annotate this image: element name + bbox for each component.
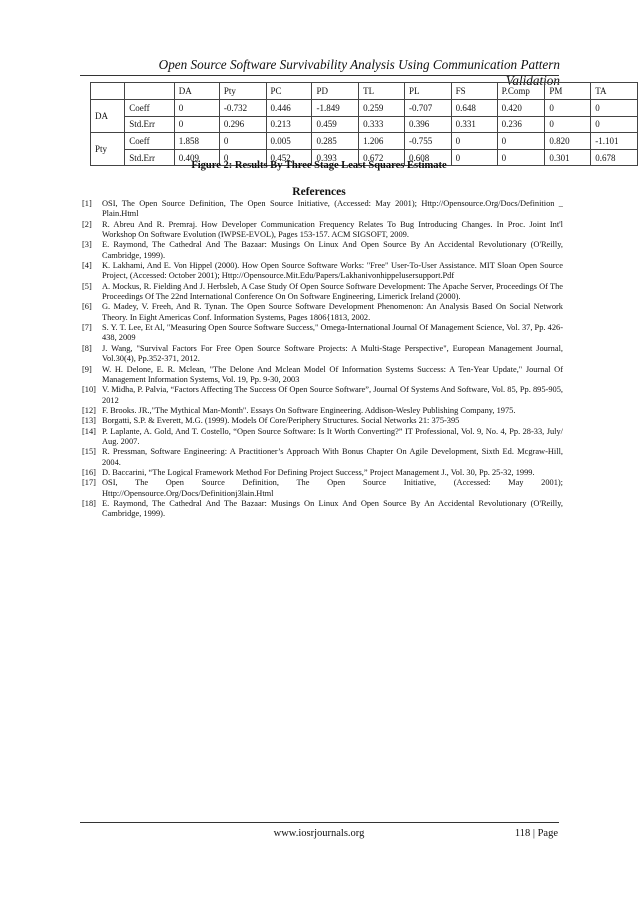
table-cell: 0.678 xyxy=(591,149,638,166)
reference-item xyxy=(82,427,563,448)
reference-item xyxy=(82,478,563,499)
table-cell: 0 xyxy=(174,100,219,117)
table-cell: 1.206 xyxy=(359,133,405,150)
table-row xyxy=(91,100,638,117)
table-header-row xyxy=(91,83,638,100)
column-header: Pty xyxy=(219,83,266,100)
table-cell: 0 xyxy=(591,100,638,117)
column-header: PD xyxy=(312,83,359,100)
reference-item xyxy=(82,365,563,386)
reference-text: K. Lakhami, And E. Von Hippel (2000). How Open Source Software Works: "Free" User-To-User Assistance. MIT Sloan Open Source Project, (Accessed: October 2001); Http://Opensource.Mit.Edu/Papers/Lakhanivonhippelusersupport.Pdf xyxy=(102,261,563,281)
table-cell: 0.672 xyxy=(359,149,405,166)
reference-item xyxy=(82,344,563,365)
footer-url: www.iosrjournals.org xyxy=(273,828,365,839)
column-header: DA xyxy=(174,83,219,100)
reference-item xyxy=(82,199,563,220)
table-cell: 0.296 xyxy=(219,116,266,133)
reference-number: [14] xyxy=(82,426,96,436)
reference-number: [18] xyxy=(82,498,96,508)
table-cell: 0 xyxy=(451,133,497,150)
reference-number: [16] xyxy=(82,467,96,477)
reference-text: D. Baccarini, “The Logical Framework Method For Defining Project Success,” Project Management J., Vol. 30, Pp. 25-32, 1999. xyxy=(102,467,535,477)
reference-item xyxy=(82,406,563,416)
reference-number: [1] xyxy=(82,199,92,208)
table-cell: 0 xyxy=(497,133,545,150)
reference-number: [6] xyxy=(82,302,92,312)
reference-number: [4] xyxy=(82,261,92,271)
row-stat-label: Std.Err xyxy=(125,149,175,166)
table-cell: 0.396 xyxy=(405,116,452,133)
results-table-body xyxy=(91,83,638,166)
table-corner-cell xyxy=(91,83,125,100)
table-cell: 0 xyxy=(545,100,591,117)
column-header: PM xyxy=(545,83,591,100)
reference-item xyxy=(82,447,563,468)
reference-item xyxy=(82,261,563,282)
reference-number: [3] xyxy=(82,240,92,250)
table-cell: 0.301 xyxy=(545,149,591,166)
reference-number: [2] xyxy=(82,219,92,229)
table-cell: 0 xyxy=(174,116,219,133)
reference-item xyxy=(82,468,563,478)
footer-rule xyxy=(80,822,559,823)
reference-text: Borgatti, S.P. & Everett, M.G. (1999). Models Of Core/Periphery Structures. Social Networks 21: 375-395 xyxy=(102,416,460,426)
table-cell: 0.452 xyxy=(266,149,312,166)
reference-text: A. Mockus, R. Fielding And J. Herbsleb, A Case Study Of Open Source Software Development: The Apache Server, Proceedings Of The Proceedings Of The 22nd International Conference On On Software Engineering, Limerick Ireland (2000). xyxy=(102,281,563,302)
reference-text: R. Pressman, Software Engineering: A Practitioner’s Approach With Bonus Chapter On Agile Development, Sixth Ed. Mcgraw-Hill, 2004. xyxy=(102,447,563,467)
reference-number: [7] xyxy=(82,323,92,333)
reference-text: S. Y. T. Lee, Et Al, "Measuring Open Source Software Success," Omega-International Journal Of Management Science, Vol. 37, Pp. 426-438, 2009 xyxy=(102,323,563,343)
table-corner-cell xyxy=(125,83,175,100)
table-cell: -0.755 xyxy=(405,133,452,150)
table-row xyxy=(91,116,638,133)
table-cell: 0.608 xyxy=(405,149,452,166)
table-cell: 0.820 xyxy=(545,133,591,150)
reference-text: E. Raymond, The Cathedral And The Bazaar: Musings On Linux And Open Source By An Accidental Revolutionary (O'Reilly, Cambridge, 1999). xyxy=(102,240,563,260)
table-cell: 0.393 xyxy=(312,149,359,166)
reference-item xyxy=(82,323,563,344)
table-cell: 0 xyxy=(497,149,545,166)
reference-item xyxy=(82,416,563,426)
table-cell: 0.331 xyxy=(451,116,497,133)
reference-text: OSI, The Open Source Definition, The Open Source Initiative, (Accessed: May 2001); Http://Opensource.Org/Docs/Definition _ Plain.Html xyxy=(102,199,563,219)
reference-text: G. Madey, V. Freeh, And R. Tynan. The Open Source Software Development Phenomenon: An Analysis Based On Social Network Theory. In Eight Americas Conf. Information Systems, Pages 1806{1813, 2002. xyxy=(102,302,563,322)
table-cell: 0.213 xyxy=(266,116,312,133)
header-rule xyxy=(80,75,559,76)
table-cell: 0.333 xyxy=(359,116,405,133)
reference-text: E. Raymond, The Cathedral And The Bazaar: Musings On Linux And Open Source By An Accidental Revolutionary (O'Reilly, Cambridge, 1999). xyxy=(102,498,563,519)
reference-text: OSI, The Open Source Definition, The Open Source Initiative, (Accessed: May 2001); Http://Opensource.Org/Docs/Definitionj3lain.Html xyxy=(102,478,563,498)
table-cell: 1.858 xyxy=(174,133,219,150)
table-cell: 0 xyxy=(451,149,497,166)
row-group-label: Pty xyxy=(91,133,125,166)
row-stat-label: Coeff xyxy=(125,133,175,150)
reference-number: [5] xyxy=(82,281,92,291)
reference-number: [15] xyxy=(82,447,96,457)
table-cell: 0.420 xyxy=(497,100,545,117)
reference-text: R. Abreu And R. Premraj. How Developer Communication Frequency Relates To Bug Introducing Changes. In Proc. Joint Int'l Workshop On Software Evolution (IWPSE-EVOL), Pages 153-157. ACM SIGSOFT, 2009. xyxy=(102,219,563,240)
column-header: PL xyxy=(405,83,452,100)
reference-number: [8] xyxy=(82,343,92,353)
reference-text: W. H. Delone, E. R. Mclean, "The Delone And Mclean Model Of Information Systems Success: A Ten-Year Update," Journal Of Management Information Systems, Vol. 19, Pp. 9-30, 2003 xyxy=(102,364,563,384)
table-cell: 0.446 xyxy=(266,100,312,117)
table-cell: 0 xyxy=(545,116,591,133)
reference-text: V. Midha, P. Palvia, “Factors Affecting The Success Of Open Source Software”, Journal Of Systems And Software, Vol. 85, Pp. 895-905, 2012 xyxy=(102,385,563,405)
reference-number: [17] xyxy=(82,478,96,488)
table-cell: -0.732 xyxy=(219,100,266,117)
reference-item xyxy=(82,240,563,261)
running-header: Open Source Software Survivability Analysis Using Communication Pattern Validation xyxy=(158,57,560,88)
reference-number: [10] xyxy=(82,385,96,395)
table-cell: 0.259 xyxy=(359,100,405,117)
table-cell: 0.285 xyxy=(312,133,359,150)
reference-item xyxy=(82,385,563,406)
reference-number: [13] xyxy=(82,416,96,426)
reference-number: [12] xyxy=(82,405,96,415)
reference-item xyxy=(82,282,563,303)
table-cell: 0 xyxy=(219,149,266,166)
table-cell: 0.648 xyxy=(451,100,497,117)
column-header: TL xyxy=(359,83,405,100)
column-header: P.Comp xyxy=(497,83,545,100)
reference-item xyxy=(82,499,563,520)
table-cell: -1.101 xyxy=(591,133,638,150)
footer-page-number: 118 | Page xyxy=(514,828,558,839)
table-cell: 0 xyxy=(591,116,638,133)
table-cell: 0.409 xyxy=(174,149,219,166)
table-cell: 0.005 xyxy=(266,133,312,150)
reference-item xyxy=(82,220,563,241)
column-header: TA xyxy=(591,83,638,100)
column-header: FS xyxy=(451,83,497,100)
table-row xyxy=(91,133,638,150)
figure-caption: Figure 2: Results By Three Stage Least Squares Estimate xyxy=(191,160,447,171)
reference-list xyxy=(82,199,563,520)
table-cell: -1.849 xyxy=(312,100,359,117)
row-stat-label: Coeff xyxy=(125,100,175,117)
reference-text: J. Wang, "Survival Factors For Free Open Source Software Projects: A Multi-Stage Perspective", European Management Journal, Vol.30(4), Pp.352-371, 2012. xyxy=(102,343,563,364)
reference-text: F. Brooks. JR.,"The Mythical Man-Month". Essays On Software Engineering. Addison-Wesley Publishing Company, 1975. xyxy=(102,405,516,415)
table-cell: 0 xyxy=(219,133,266,150)
reference-item xyxy=(82,302,563,323)
references-heading: References xyxy=(292,186,346,198)
reference-text: P. Laplante, A. Gold, And T. Costello, “Open Source Software: Is It Worth Converting?” IT Professional, Vol. 9, No. 4, Pp. 28-33, July/ Aug. 2007. xyxy=(102,426,563,446)
results-table xyxy=(90,82,638,166)
table-cell: 0.459 xyxy=(312,116,359,133)
table-cell: -0.707 xyxy=(405,100,452,117)
row-group-label: DA xyxy=(91,100,125,133)
table-cell: 0.236 xyxy=(497,116,545,133)
column-header: PC xyxy=(266,83,312,100)
row-stat-label: Std.Err xyxy=(125,116,175,133)
reference-number: [9] xyxy=(82,364,92,374)
